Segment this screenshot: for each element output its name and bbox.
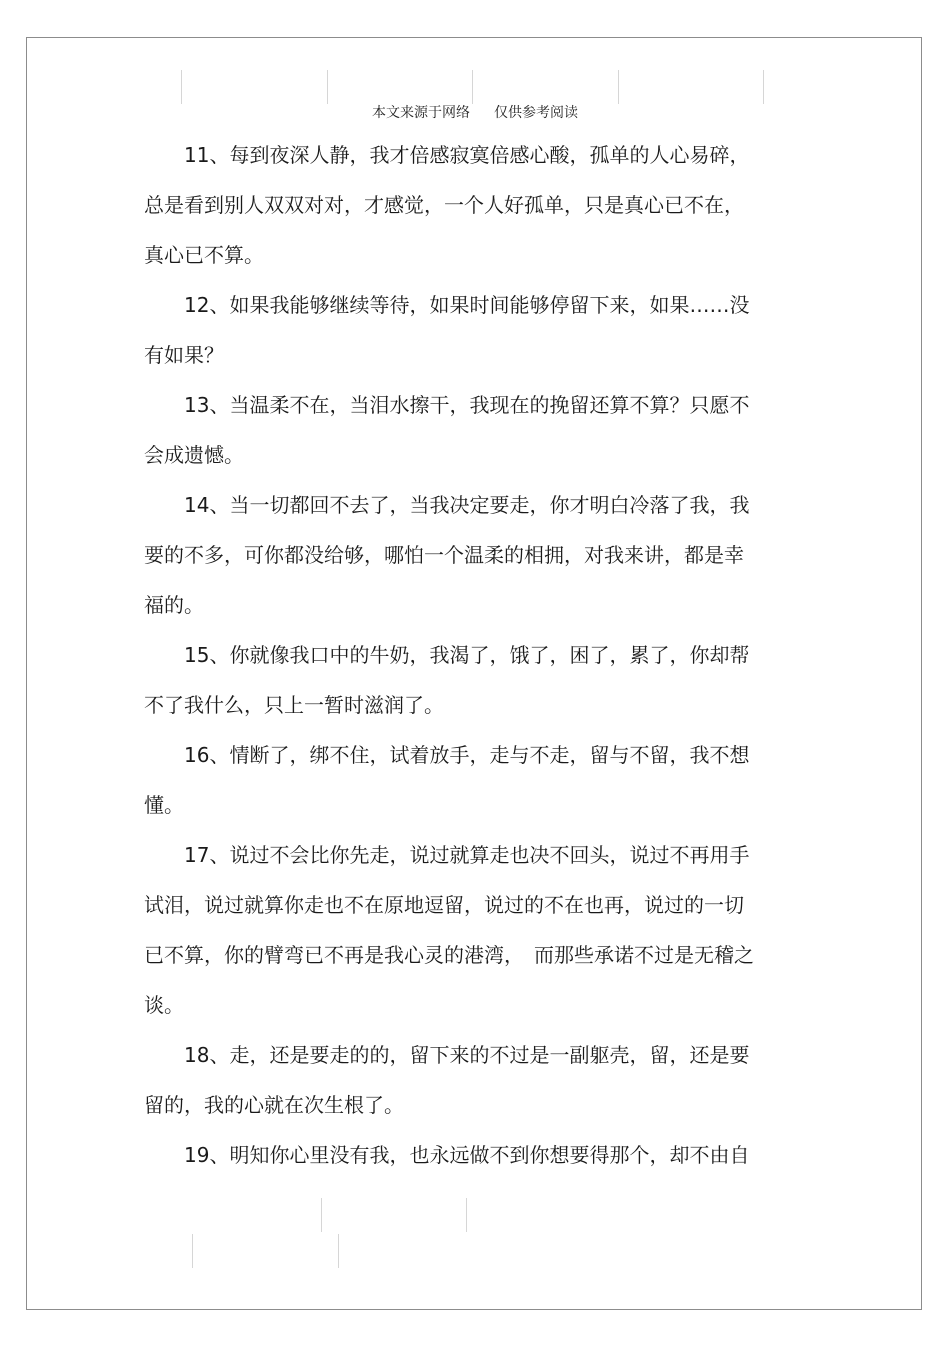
line: 17、说过不会比你先走，说过就算走也决不回头，说过不再用手 (184, 843, 750, 867)
paragraph-19 (144, 1130, 794, 1180)
document-body (144, 130, 794, 1180)
paragraph-17 (144, 830, 794, 1030)
line: 懂。 (144, 793, 184, 817)
line: 留的，我的心就在次生根了。 (144, 1093, 404, 1117)
line: 总是看到别人双双对对，才感觉，一个人好孤单，只是真心已不在， (144, 193, 744, 217)
line: 13、当温柔不在，当泪水擦干，我现在的挽留还算不算？只愿不 (184, 393, 750, 417)
line: 16、情断了，绑不住，试着放手，走与不走，留与不留，我不想 (184, 743, 750, 767)
bottom-mark (338, 1234, 339, 1268)
line: 谈。 (144, 993, 184, 1017)
line: 已不算，你的臂弯已不再是我心灵的港湾， 而那些承诺不过是无稽之 (144, 943, 754, 967)
top-mark (618, 70, 619, 104)
bottom-mark (192, 1234, 193, 1268)
line: 15、你就像我口中的牛奶，我渴了，饿了，困了，累了，你却帮 (184, 643, 750, 667)
line: 试泪，说过就算你走也不在原地逗留，说过的不在也再，说过的一切 (144, 893, 744, 917)
paragraph-14 (144, 480, 794, 630)
header-source-text: 本文来源于网络 (372, 105, 470, 121)
line: 12、如果我能够继续等待，如果时间能够停留下来，如果……没 (184, 293, 750, 317)
paragraph-12 (144, 280, 794, 380)
line: 真心已不算。 (144, 243, 264, 267)
line: 19、明知你心里没有我，也永远做不到你想要得那个，却不由自 (184, 1143, 750, 1167)
top-mark (327, 70, 328, 104)
top-mark (763, 70, 764, 104)
top-mark (472, 70, 473, 104)
bottom-mark (466, 1198, 467, 1232)
paragraph-11 (144, 130, 794, 280)
line: 不了我什么，只上一暂时滋润了。 (144, 693, 444, 717)
line: 要的不多，可你都没给够，哪怕一个温柔的相拥，对我来讲，都是幸 (144, 543, 744, 567)
line: 福的。 (144, 593, 204, 617)
paragraph-15 (144, 630, 794, 730)
page-header (0, 102, 950, 122)
line: 11、每到夜深人静，我才倍感寂寞倍感心酸，孤单的人心易碎， (184, 143, 750, 167)
line: 18、走，还是要走的的，留下来的不过是一副躯壳，留，还是要 (184, 1043, 750, 1067)
line: 14、当一切都回不去了，当我决定要走，你才明白冷落了我，我 (184, 493, 750, 517)
bottom-mark (321, 1198, 322, 1232)
line: 会成遗憾。 (144, 443, 244, 467)
header-reference-text: 仅供参考阅读 (494, 105, 578, 121)
line: 有如果？ (144, 343, 224, 367)
paragraph-18 (144, 1030, 794, 1130)
top-mark (181, 70, 182, 104)
paragraph-16 (144, 730, 794, 830)
paragraph-13 (144, 380, 794, 480)
